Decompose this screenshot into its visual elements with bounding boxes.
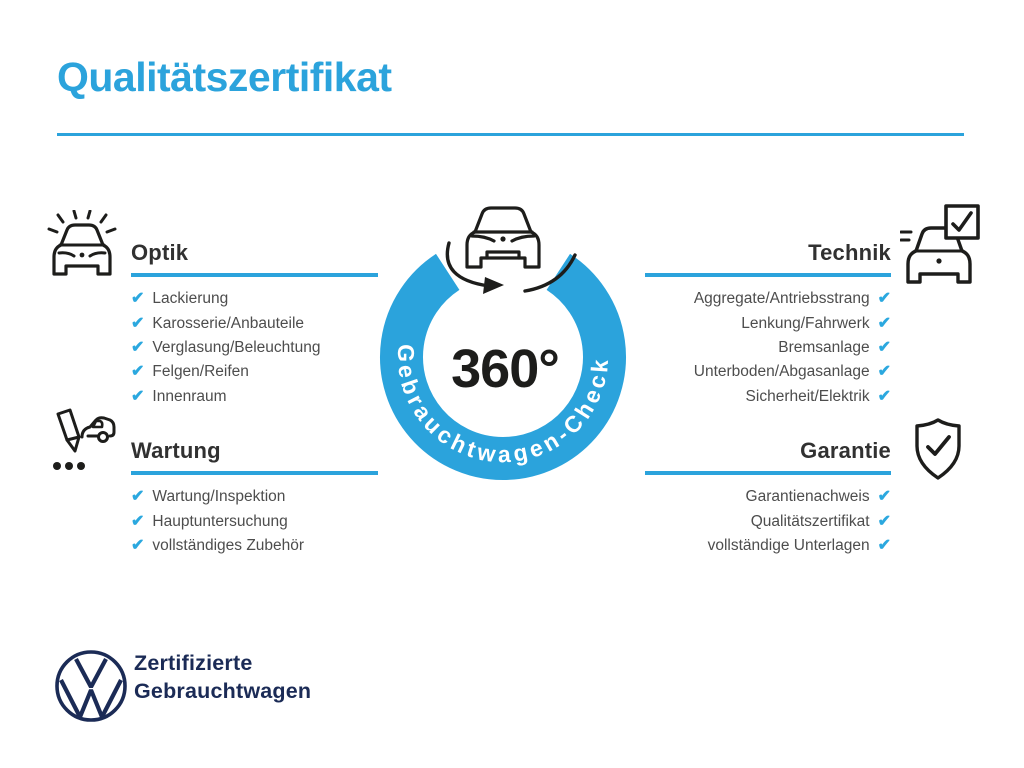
rotating-car-icon bbox=[467, 208, 539, 267]
list-item bbox=[645, 287, 891, 311]
list-item bbox=[131, 485, 304, 509]
check-icon: ✔ bbox=[131, 338, 145, 356]
list-item bbox=[645, 336, 891, 360]
wartung-underline bbox=[131, 471, 378, 475]
list-item bbox=[131, 385, 320, 409]
technik-underline bbox=[645, 273, 891, 277]
wartung-list bbox=[131, 485, 304, 558]
technik-list bbox=[645, 287, 891, 409]
optik-label: Optik bbox=[131, 240, 189, 265]
garantie-list bbox=[645, 485, 891, 558]
section-optik-header bbox=[131, 240, 378, 277]
section-garantie-header bbox=[645, 438, 891, 475]
footer-line-2: Gebrauchtwagen bbox=[134, 678, 312, 703]
optik-list bbox=[131, 287, 320, 409]
item-label: Lackierung bbox=[152, 290, 229, 308]
list-item bbox=[645, 485, 891, 509]
item-label: Lenkung/Fahrwerk bbox=[741, 314, 870, 332]
item-label: vollständiges Zubehör bbox=[152, 536, 305, 554]
list-item bbox=[131, 336, 320, 360]
vw-logo bbox=[52, 647, 130, 730]
pencil-car-icon bbox=[44, 406, 118, 481]
list-item bbox=[131, 311, 320, 335]
check-icon: ✔ bbox=[131, 290, 145, 308]
check-icon: ✔ bbox=[131, 314, 145, 332]
section-technik-header bbox=[645, 240, 891, 277]
title-divider bbox=[57, 133, 964, 136]
page-title: Qualitätszertifikat bbox=[57, 54, 392, 100]
list-item bbox=[645, 360, 891, 384]
item-label: vollständige Unterlagen bbox=[707, 536, 870, 554]
list-item bbox=[131, 360, 320, 384]
item-label: Karosserie/Anbauteile bbox=[152, 314, 305, 332]
item-label: Qualitätszertifikat bbox=[750, 512, 870, 530]
list-item bbox=[645, 311, 891, 335]
list-item bbox=[645, 385, 891, 409]
garantie-underline bbox=[645, 471, 891, 475]
wartung-label: Wartung bbox=[131, 438, 221, 463]
item-label: Verglasung/Beleuchtung bbox=[152, 338, 321, 356]
check-icon: ✔ bbox=[131, 536, 145, 554]
item-label: Garantienachweis bbox=[745, 488, 870, 506]
item-label: Wartung/Inspektion bbox=[152, 488, 286, 506]
footer-line-1: Zertifizierte bbox=[134, 651, 253, 675]
sparkling-car-icon bbox=[46, 210, 118, 281]
item-label: Sicherheit/Elektrik bbox=[745, 387, 870, 405]
list-item bbox=[131, 287, 320, 311]
item-label: Aggregate/Antriebsstrang bbox=[693, 290, 870, 308]
check-icon: ✔ bbox=[131, 363, 145, 381]
list-item bbox=[131, 509, 304, 533]
optik-underline bbox=[131, 273, 378, 277]
garantie-label: Garantie bbox=[800, 438, 891, 463]
item-label: Bremsanlage bbox=[778, 338, 870, 356]
item-label: Hauptuntersuchung bbox=[152, 512, 288, 530]
check-icon: ✔ bbox=[877, 314, 891, 332]
item-label: Unterboden/Abgasanlage bbox=[693, 363, 870, 381]
check-icon: ✔ bbox=[131, 387, 145, 405]
shield-check-icon bbox=[906, 416, 970, 491]
list-item bbox=[645, 534, 891, 558]
footer-claim bbox=[134, 650, 311, 705]
car-checkbox-icon bbox=[900, 204, 984, 289]
check-icon: ✔ bbox=[877, 363, 891, 381]
list-item bbox=[131, 534, 304, 558]
technik-label: Technik bbox=[808, 240, 891, 265]
check-icon: ✔ bbox=[877, 338, 891, 356]
check-icon: ✔ bbox=[131, 512, 145, 530]
360-check-badge bbox=[375, 195, 635, 500]
item-label: Felgen/Reifen bbox=[152, 363, 249, 381]
check-icon: ✔ bbox=[131, 488, 145, 506]
degrees-label: 360° bbox=[451, 339, 559, 399]
section-wartung-header bbox=[131, 438, 378, 475]
item-label: Innenraum bbox=[152, 387, 227, 405]
check-icon: ✔ bbox=[877, 488, 891, 506]
check-icon: ✔ bbox=[877, 512, 891, 530]
ring-label: Gebrauchtwagen-Check bbox=[392, 343, 614, 468]
check-icon: ✔ bbox=[877, 536, 891, 554]
check-icon: ✔ bbox=[877, 387, 891, 405]
check-icon: ✔ bbox=[877, 290, 891, 308]
list-item bbox=[645, 509, 891, 533]
